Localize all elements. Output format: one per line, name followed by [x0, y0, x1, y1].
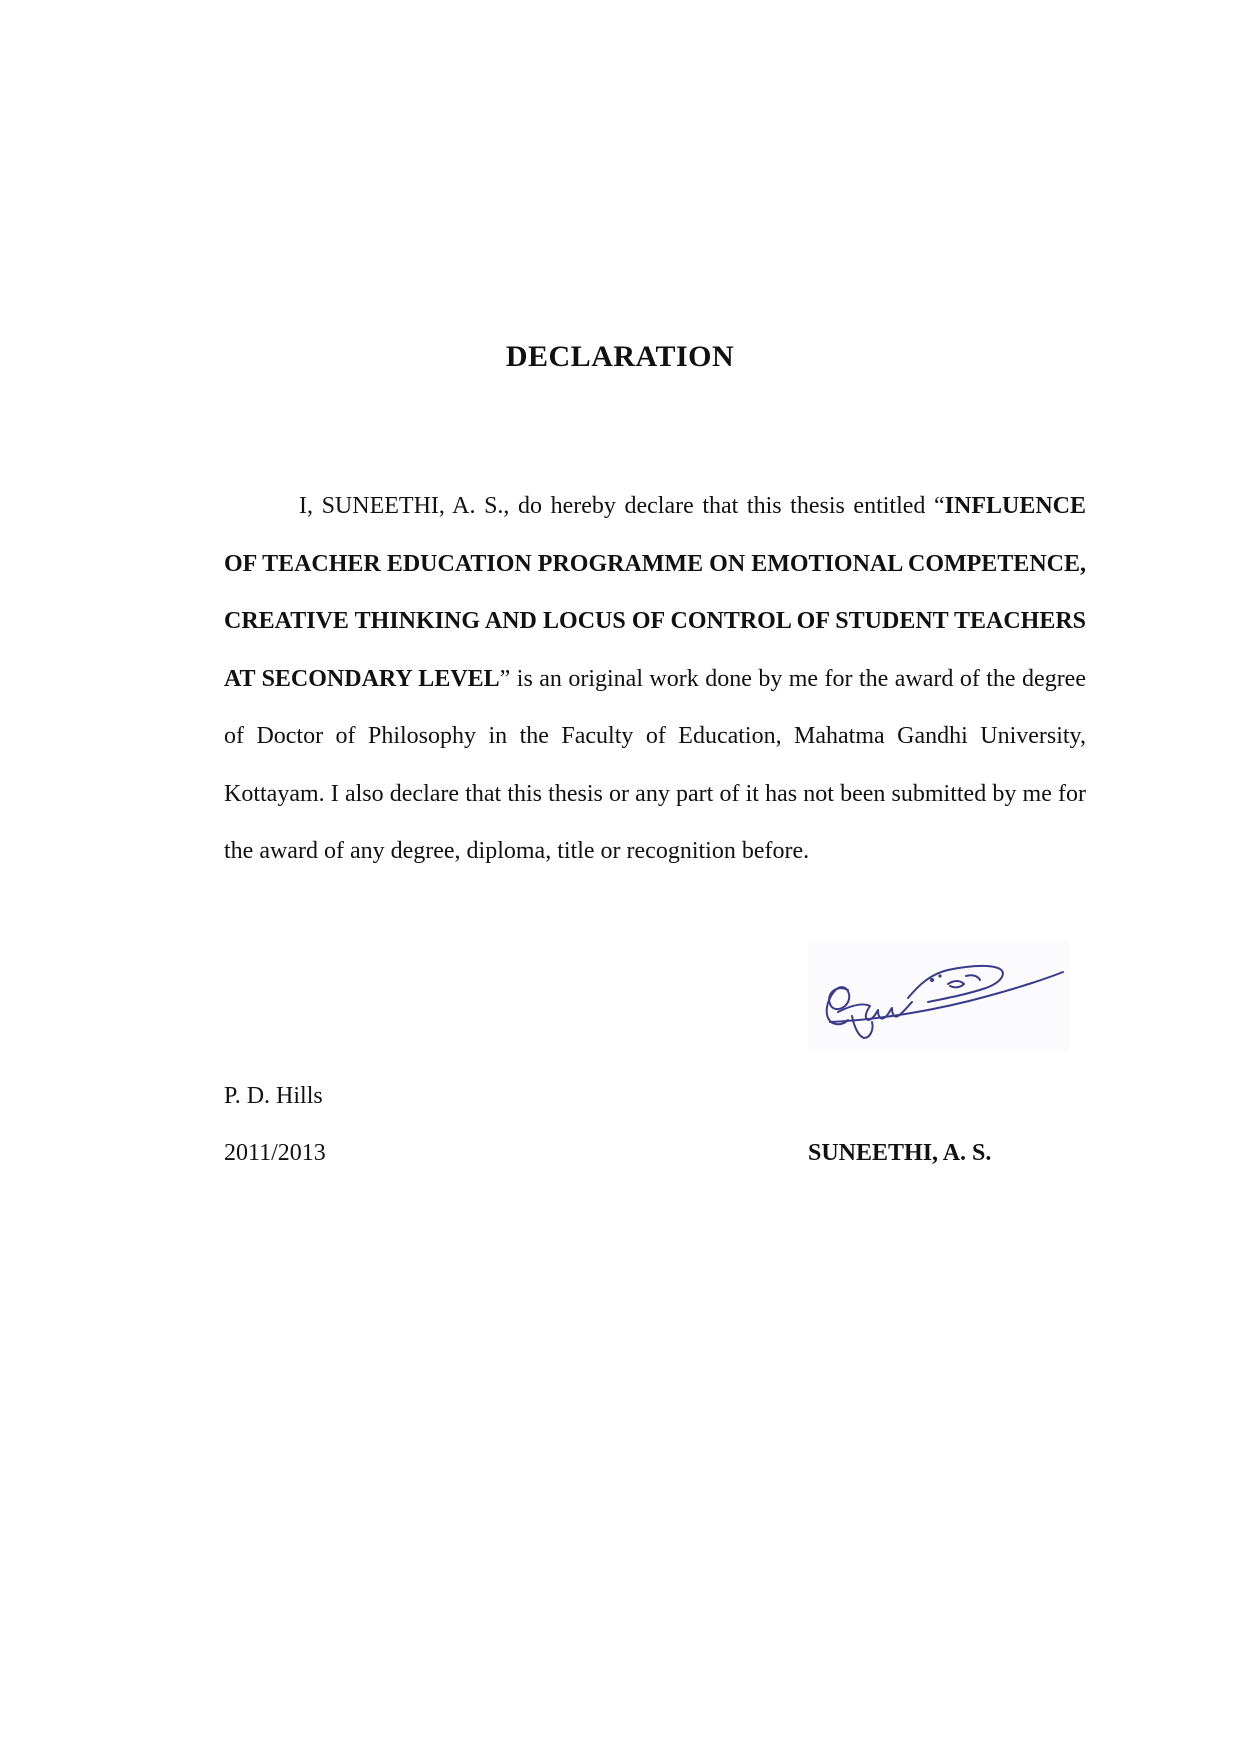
declaration-rest: ” is an original work done by me for the award of the degree of Doctor of Philosophy in the Faculty of Education, Mahatma Gandhi University, Kottayam. I also declare that this thesis or any part of it has not been submitted by me for the award of any degree, diploma, title or recognition before. — [224, 665, 1086, 864]
declaration-intro: I, SUNEETHI, A. S., do hereby declare that this thesis entitled “ — [299, 493, 945, 519]
author-name: SUNEETHI, A. S. — [808, 1140, 992, 1166]
declaration-paragraph — [224, 478, 1086, 881]
year: 2011/2013 — [224, 1140, 326, 1166]
thesis-title: INFLUENCE OF TEACHER EDUCATION PROGRAMME ON EMOTIONAL COMPETENCE, CREATIVE THINKING AND LOCUS OF CONTROL OF STUDENT TEACHERS AT SECONDARY LEVEL — [224, 493, 1086, 692]
signature-image — [808, 940, 1070, 1052]
place: P. D. Hills — [224, 1083, 323, 1109]
handwritten-signature-icon — [808, 940, 1070, 1052]
page-title: DECLARATION — [505, 340, 735, 373]
